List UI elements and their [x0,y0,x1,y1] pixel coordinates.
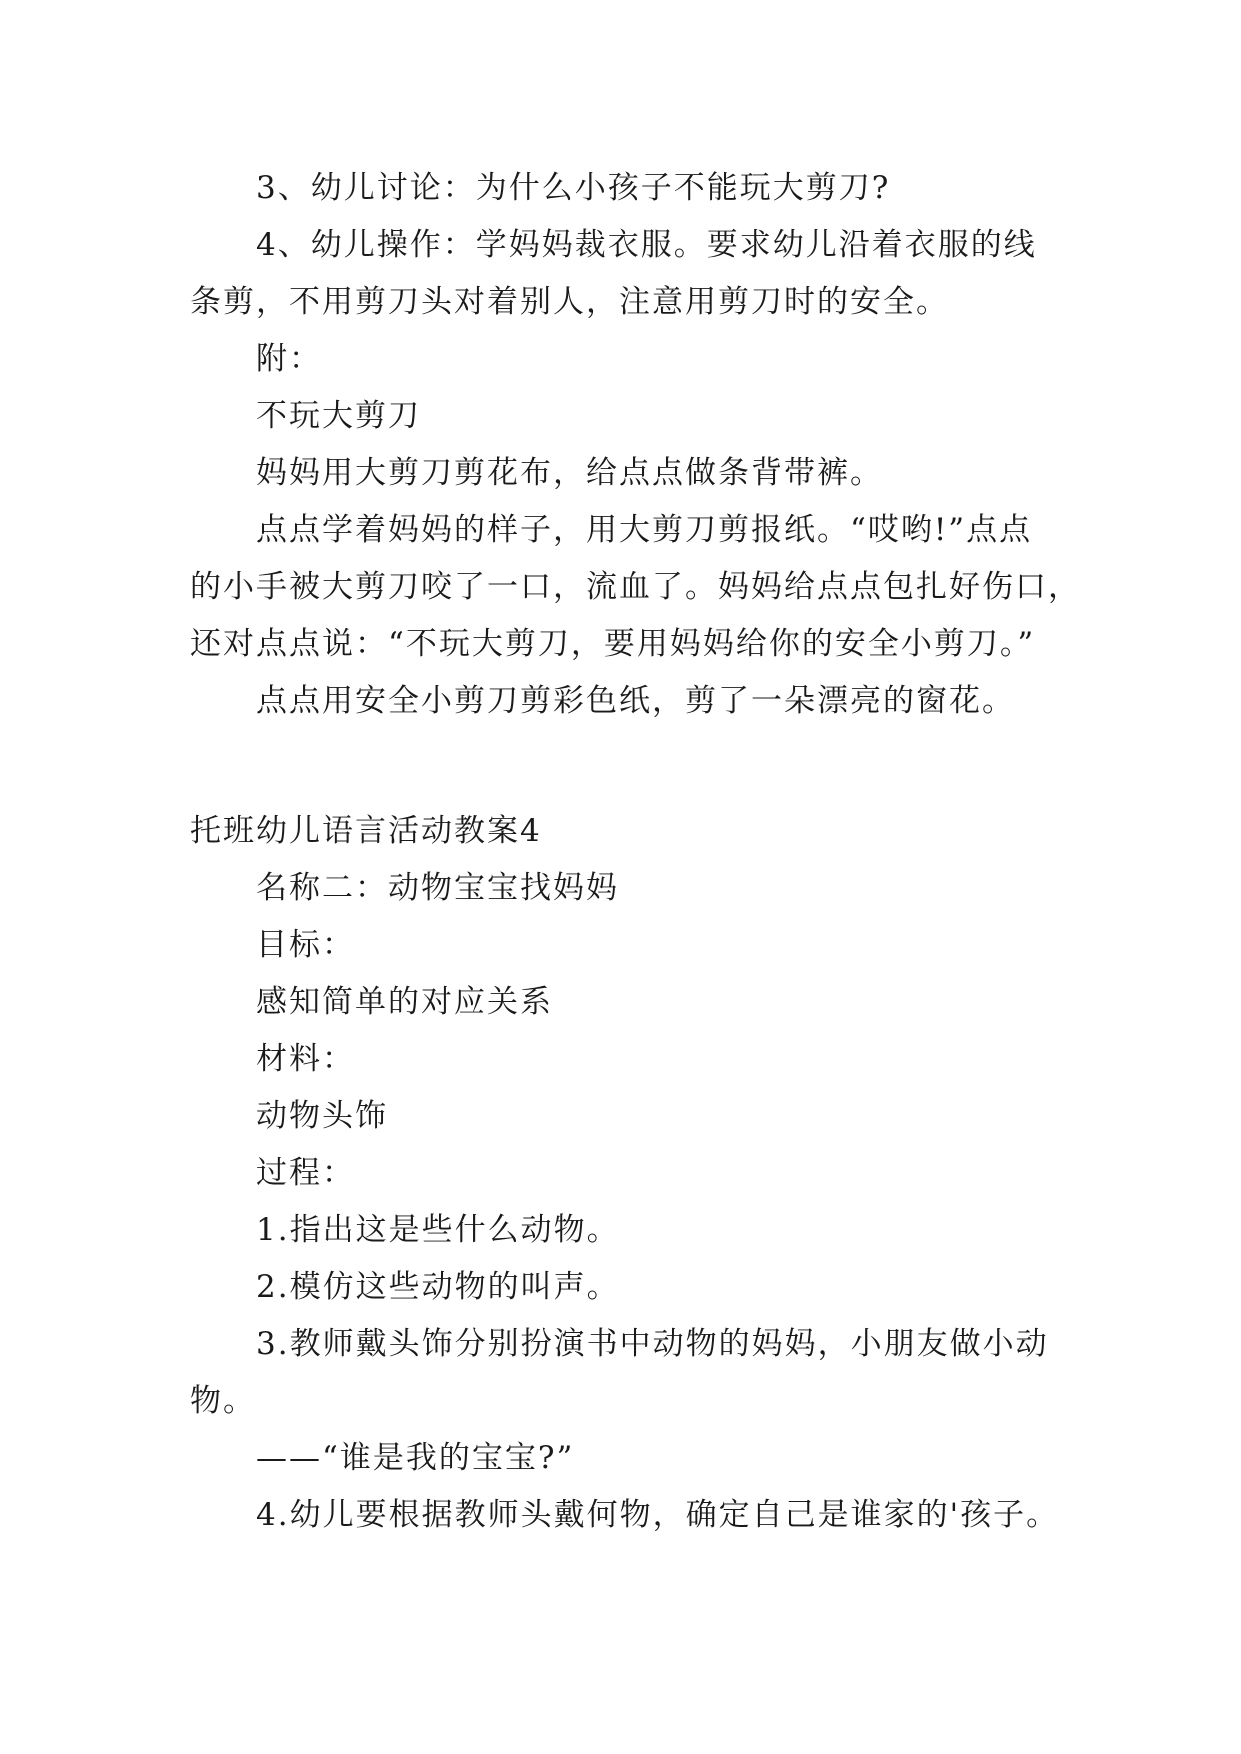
story-paragraph-1: 妈妈用大剪刀剪花布，给点点做条背带裤。 [256,455,883,491]
process-step-2: 2.模仿这些动物的叫声。 [256,1269,620,1305]
process-label: 过程： [256,1155,355,1191]
goal-label: 目标： [256,927,355,963]
story-paragraph-2-line2: 的小手被大剪刀咬了一口，流血了。妈妈给点点包扎好伤口， [190,569,1081,605]
process-step-3-line1: 3.教师戴头饰分别扮演书中动物的妈妈，小朋友做小动 [256,1326,1049,1362]
process-step-3-line2: 物。 [190,1383,256,1419]
process-step-4: 4.幼儿要根据教师头戴何物，确定自己是谁家的'孩子。 [256,1497,1060,1533]
process-question: ——“谁是我的宝宝?” [256,1440,575,1476]
story-title: 不玩大剪刀 [256,398,421,434]
process-step-1: 1.指出这是些什么动物。 [256,1212,620,1248]
paragraph-operation-line1: 4、幼儿操作：学妈妈裁衣服。要求幼儿沿着衣服的线 [256,227,1037,263]
materials-text: 动物头饰 [256,1098,388,1134]
story-paragraph-2-line1: 点点学着妈妈的样子，用大剪刀剪报纸。“哎哟!”点点 [256,512,1033,548]
document-body [190,160,1081,1544]
story-paragraph-2-line3: 还对点点说：“不玩大剪刀，要用妈妈给你的安全小剪刀。” [190,626,1036,662]
goal-text: 感知简单的对应关系 [256,984,553,1020]
section-gap [190,730,1060,803]
materials-label: 材料： [256,1041,355,1077]
section-heading: 托班幼儿语言活动教案4 [190,813,542,849]
activity-name: 名称二：动物宝宝找妈妈 [256,870,619,906]
story-paragraph-3: 点点用安全小剪刀剪彩色纸，剪了一朵漂亮的窗花。 [256,683,1015,719]
paragraph-operation-line2: 条剪，不用剪刀头对着别人，注意用剪刀时的安全。 [190,284,949,320]
appendix-label: 附： [256,341,322,377]
paragraph-discussion: 3、幼儿讨论：为什么小孩子不能玩大剪刀? [256,170,891,206]
